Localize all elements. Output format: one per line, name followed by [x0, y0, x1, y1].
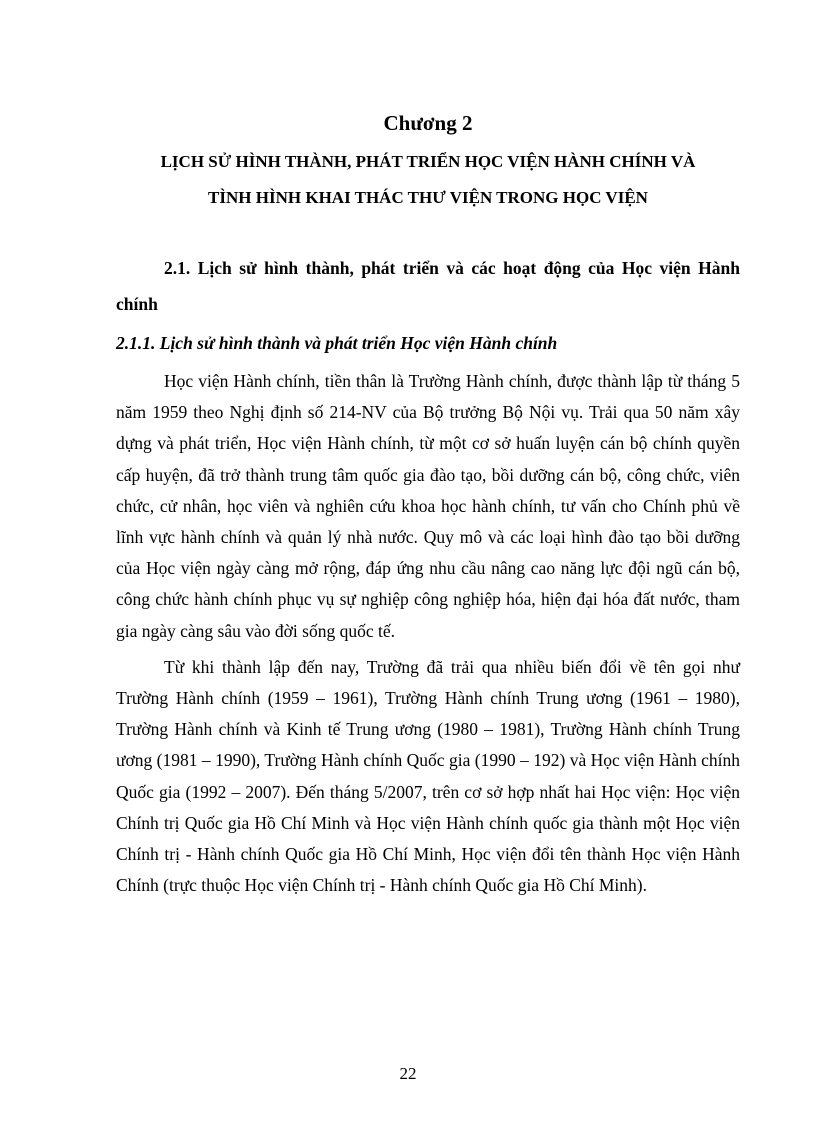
chapter-subtitle-line-2: TÌNH HÌNH KHAI THÁC THƯ VIỆN TRONG HỌC VIỆN: [208, 188, 648, 207]
body-paragraph-1: Học viện Hành chính, tiền thân là Trường Hành chính, được thành lập từ tháng 5 năm 1959 theo Nghị định số 214-NV của Bộ trưởng Bộ Nội vụ. Trải qua 50 năm xây dựng và phát triển, Học viện Hành chính, từ một cơ sở huấn luyện cán bộ chính quyền cấp huyện, đã trở thành trung tâm quốc gia đào tạo, bồi dưỡng cán bộ, công chức, viên chức, cử nhân, học viên và nghiên cứu khoa học hành chính, tư vấn cho Chính phủ về lĩnh vực hành chính và quản lý nhà nước. Quy mô và các loại hình đào tạo bồi dưỡng của Học viện ngày càng mở rộng, đáp ứng nhu cầu nâng cao năng lực đội ngũ cán bộ, công chức hành chính phục vụ sự nghiệp công nghiệp hóa, hiện đại hóa đất nước, tham gia ngày càng sâu vào đời sống quốc tế.: [116, 371, 740, 641]
chapter-subtitle-line-1: LỊCH SỬ HÌNH THÀNH, PHÁT TRIỂN HỌC VIỆN HÀNH CHÍNH VÀ: [160, 152, 696, 171]
subsection-heading: 2.1.1. Lịch sử hình thành và phát triển Học viện Hành chính: [116, 333, 558, 353]
section-heading: 2.1. Lịch sử hình thành, phát triển và các hoạt động của Học viện Hành chính: [116, 258, 740, 314]
page-number: 22: [399, 1064, 417, 1083]
chapter-title: Chương 2: [383, 111, 473, 135]
document-page: [116, 110, 740, 901]
body-paragraph-2: Từ khi thành lập đến nay, Trường đã trải qua nhiều biến đổi về tên gọi như Trường Hành chính (1959 – 1961), Trường Hành chính Trung ương (1961 – 1980), Trường Hành chính và Kinh tế Trung ương (1980 – 1981), Trường Hành chính Trung ương (1981 – 1990), Trường Hành chính Quốc gia (1990 – 192) và Học viện Hành chính Quốc gia (1992 – 2007). Đến tháng 5/2007, trên cơ sở hợp nhất hai Học viện: Học viện Chính trị Quốc gia Hồ Chí Minh và Học viện Hành chính quốc gia thành một Học viện Chính trị - Hành chính Quốc gia Hồ Chí Minh, Học viện đổi tên thành Học viện Hành Chính (trực thuộc Học viện Chính trị - Hành chính Quốc gia Hồ Chí Minh).: [116, 656, 740, 896]
